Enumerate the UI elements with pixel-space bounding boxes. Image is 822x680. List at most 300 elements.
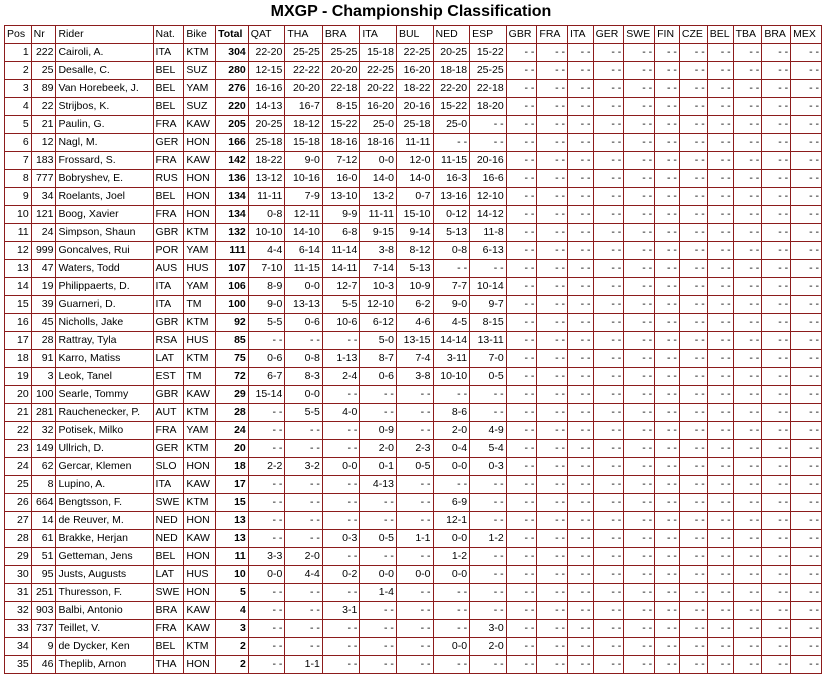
cell-gbr: - -	[506, 638, 537, 656]
table-body	[5, 44, 822, 674]
cell-tba: - -	[733, 548, 762, 566]
classification-table	[4, 25, 822, 674]
cell-gbr: - -	[506, 44, 537, 62]
cell-bra: 13-10	[322, 188, 360, 206]
cell-mex: - -	[791, 656, 822, 674]
cell-ned: 2-0	[433, 422, 470, 440]
cell-bul: 4-6	[396, 314, 433, 332]
cell-rider: Frossard, S.	[56, 152, 153, 170]
cell-bra-2: - -	[762, 584, 791, 602]
cell-fra: - -	[537, 134, 568, 152]
table-row	[5, 656, 822, 674]
cell-cze: - -	[679, 638, 707, 656]
cell-fin: - -	[655, 440, 680, 458]
cell-fra: - -	[537, 296, 568, 314]
cell-rider: Strijbos, K.	[56, 98, 153, 116]
cell-tba: - -	[733, 224, 762, 242]
cell-nationality: NED	[153, 512, 184, 530]
cell-total: 4	[216, 602, 249, 620]
cell-fra: - -	[537, 224, 568, 242]
cell-ita: 22-25	[360, 62, 397, 80]
cell-bike: KTM	[184, 44, 216, 62]
cell-pos: 16	[5, 314, 32, 332]
table-row	[5, 584, 822, 602]
cell-cze: - -	[679, 494, 707, 512]
cell-mex: - -	[791, 584, 822, 602]
cell-ger: - -	[593, 188, 624, 206]
cell-bra-2: - -	[762, 224, 791, 242]
cell-bel: - -	[707, 188, 733, 206]
cell-bul: - -	[396, 638, 433, 656]
cell-swe: - -	[624, 134, 655, 152]
cell-mex: - -	[791, 170, 822, 188]
cell-pos: 10	[5, 206, 32, 224]
table-row	[5, 260, 822, 278]
cell-fra: - -	[537, 242, 568, 260]
cell-bike: KAW	[184, 602, 216, 620]
cell-ger: - -	[593, 278, 624, 296]
cell-fra: - -	[537, 260, 568, 278]
cell-nationality: GBR	[153, 386, 184, 404]
cell-nr: 32	[31, 422, 56, 440]
cell-pos: 15	[5, 296, 32, 314]
cell-ned: 0-8	[433, 242, 470, 260]
cell-bra: - -	[322, 584, 360, 602]
cell-cze: - -	[679, 278, 707, 296]
cell-qat: - -	[248, 638, 285, 656]
cell-rider: Nagl, M.	[56, 134, 153, 152]
table-row	[5, 476, 822, 494]
cell-total: 134	[216, 188, 249, 206]
cell-bra: 14-11	[322, 260, 360, 278]
cell-esp: 0-5	[470, 368, 507, 386]
cell-fin: - -	[655, 620, 680, 638]
cell-qat: 5-5	[248, 314, 285, 332]
cell-cze: - -	[679, 242, 707, 260]
cell-ned: 10-10	[433, 368, 470, 386]
cell-qat: - -	[248, 512, 285, 530]
cell-tha: 6-14	[285, 242, 323, 260]
cell-ger: - -	[593, 512, 624, 530]
cell-ita: - -	[360, 404, 397, 422]
cell-bike: SUZ	[184, 62, 216, 80]
cell-bel: - -	[707, 386, 733, 404]
cell-bel: - -	[707, 260, 733, 278]
cell-tha: 16-7	[285, 98, 323, 116]
cell-tha: - -	[285, 512, 323, 530]
cell-fin: - -	[655, 476, 680, 494]
cell-swe: - -	[624, 44, 655, 62]
cell-ger: - -	[593, 260, 624, 278]
cell-ita-2: - -	[568, 188, 594, 206]
cell-bra-2: - -	[762, 332, 791, 350]
cell-pos: 17	[5, 332, 32, 350]
cell-qat: - -	[248, 494, 285, 512]
cell-cze: - -	[679, 368, 707, 386]
cell-bra-2: - -	[762, 134, 791, 152]
cell-bel: - -	[707, 278, 733, 296]
cell-swe: - -	[624, 386, 655, 404]
cell-esp: 16-6	[470, 170, 507, 188]
cell-nr: 14	[31, 512, 56, 530]
cell-ita-2: - -	[568, 404, 594, 422]
cell-nr: 22	[31, 98, 56, 116]
cell-mex: - -	[791, 242, 822, 260]
cell-tha: - -	[285, 638, 323, 656]
cell-bul: - -	[396, 512, 433, 530]
cell-gbr: - -	[506, 458, 537, 476]
cell-ita: 5-0	[360, 332, 397, 350]
cell-bra: 22-18	[322, 80, 360, 98]
cell-fra: - -	[537, 314, 568, 332]
cell-bel: - -	[707, 620, 733, 638]
cell-qat: - -	[248, 404, 285, 422]
cell-bul: 1-1	[396, 530, 433, 548]
cell-ger: - -	[593, 80, 624, 98]
cell-mex: - -	[791, 602, 822, 620]
cell-ger: - -	[593, 368, 624, 386]
cell-nationality: SWE	[153, 494, 184, 512]
cell-tha: 1-1	[285, 656, 323, 674]
cell-tba: - -	[733, 278, 762, 296]
cell-gbr: - -	[506, 116, 537, 134]
cell-nationality: SLO	[153, 458, 184, 476]
cell-esp: 3-0	[470, 620, 507, 638]
cell-fra: - -	[537, 638, 568, 656]
cell-fin: - -	[655, 152, 680, 170]
cell-bra: - -	[322, 512, 360, 530]
cell-bike: HON	[184, 206, 216, 224]
cell-mex: - -	[791, 98, 822, 116]
cell-bel: - -	[707, 134, 733, 152]
cell-total: 24	[216, 422, 249, 440]
cell-qat: - -	[248, 476, 285, 494]
cell-nationality: RUS	[153, 170, 184, 188]
cell-bul: 25-18	[396, 116, 433, 134]
cell-pos: 32	[5, 602, 32, 620]
cell-bra: 10-6	[322, 314, 360, 332]
cell-fin: - -	[655, 314, 680, 332]
cell-bul: - -	[396, 476, 433, 494]
cell-fra: - -	[537, 386, 568, 404]
cell-fra: - -	[537, 206, 568, 224]
cell-bra-2: - -	[762, 296, 791, 314]
cell-fra: - -	[537, 566, 568, 584]
cell-tha: - -	[285, 422, 323, 440]
cell-bel: - -	[707, 242, 733, 260]
cell-mex: - -	[791, 476, 822, 494]
cell-fra: - -	[537, 170, 568, 188]
cell-mex: - -	[791, 116, 822, 134]
cell-bul: - -	[396, 404, 433, 422]
cell-swe: - -	[624, 278, 655, 296]
cell-mex: - -	[791, 512, 822, 530]
cell-tha: 0-0	[285, 386, 323, 404]
cell-ned: 0-0	[433, 458, 470, 476]
cell-bike: HON	[184, 584, 216, 602]
cell-cze: - -	[679, 476, 707, 494]
cell-bike: KAW	[184, 152, 216, 170]
cell-bul: - -	[396, 620, 433, 638]
cell-rider: Potisek, Milko	[56, 422, 153, 440]
cell-bel: - -	[707, 80, 733, 98]
cell-bul: 5-13	[396, 260, 433, 278]
cell-nr: 61	[31, 530, 56, 548]
cell-ned: 0-4	[433, 440, 470, 458]
cell-bul: - -	[396, 656, 433, 674]
cell-bra: 11-14	[322, 242, 360, 260]
cell-fra: - -	[537, 116, 568, 134]
cell-nr: 34	[31, 188, 56, 206]
cell-tba: - -	[733, 638, 762, 656]
cell-bra-2: - -	[762, 242, 791, 260]
col-header-gbr: GBR	[506, 26, 537, 44]
cell-bra-2: - -	[762, 188, 791, 206]
cell-rider: Gercar, Klemen	[56, 458, 153, 476]
table-row	[5, 566, 822, 584]
cell-bra: 0-2	[322, 566, 360, 584]
cell-rider: Boog, Xavier	[56, 206, 153, 224]
cell-nationality: AUS	[153, 260, 184, 278]
cell-swe: - -	[624, 548, 655, 566]
col-header-rider: Rider	[56, 26, 153, 44]
cell-bel: - -	[707, 548, 733, 566]
cell-fin: - -	[655, 242, 680, 260]
cell-esp: 6-13	[470, 242, 507, 260]
cell-ita-2: - -	[568, 98, 594, 116]
cell-cze: - -	[679, 422, 707, 440]
cell-cze: - -	[679, 566, 707, 584]
cell-esp: 20-16	[470, 152, 507, 170]
cell-tba: - -	[733, 458, 762, 476]
cell-gbr: - -	[506, 350, 537, 368]
cell-bra: - -	[322, 332, 360, 350]
cell-ita-2: - -	[568, 44, 594, 62]
cell-bra: 20-20	[322, 62, 360, 80]
cell-tba: - -	[733, 494, 762, 512]
cell-rider: Nicholls, Jake	[56, 314, 153, 332]
cell-swe: - -	[624, 260, 655, 278]
cell-ita-2: - -	[568, 116, 594, 134]
cell-nr: 777	[31, 170, 56, 188]
table-row	[5, 296, 822, 314]
cell-bra: 16-0	[322, 170, 360, 188]
cell-bra-2: - -	[762, 620, 791, 638]
cell-tba: - -	[733, 386, 762, 404]
cell-total: 205	[216, 116, 249, 134]
cell-tba: - -	[733, 116, 762, 134]
cell-mex: - -	[791, 80, 822, 98]
cell-bike: KTM	[184, 314, 216, 332]
cell-nationality: GER	[153, 440, 184, 458]
cell-pos: 35	[5, 656, 32, 674]
cell-bra-2: - -	[762, 440, 791, 458]
cell-total: 134	[216, 206, 249, 224]
cell-gbr: - -	[506, 566, 537, 584]
cell-rider: Rattray, Tyla	[56, 332, 153, 350]
cell-bel: - -	[707, 206, 733, 224]
cell-bra-2: - -	[762, 602, 791, 620]
cell-tha: 0-8	[285, 350, 323, 368]
cell-nr: 95	[31, 566, 56, 584]
cell-nationality: FRA	[153, 206, 184, 224]
cell-bike: KTM	[184, 404, 216, 422]
cell-ita: 11-11	[360, 206, 397, 224]
cell-ita: 4-13	[360, 476, 397, 494]
cell-pos: 7	[5, 152, 32, 170]
cell-cze: - -	[679, 62, 707, 80]
cell-bra-2: - -	[762, 368, 791, 386]
table-row	[5, 530, 822, 548]
cell-ita-2: - -	[568, 296, 594, 314]
cell-nationality: BEL	[153, 80, 184, 98]
cell-bra-2: - -	[762, 62, 791, 80]
cell-mex: - -	[791, 260, 822, 278]
cell-ita-2: - -	[568, 62, 594, 80]
cell-ita-2: - -	[568, 566, 594, 584]
cell-bel: - -	[707, 98, 733, 116]
cell-bike: TM	[184, 368, 216, 386]
cell-bike: SUZ	[184, 98, 216, 116]
cell-ned: - -	[433, 602, 470, 620]
cell-bel: - -	[707, 422, 733, 440]
cell-tha: 18-12	[285, 116, 323, 134]
cell-bra: 0-0	[322, 458, 360, 476]
cell-ita: 3-8	[360, 242, 397, 260]
cell-nr: 45	[31, 314, 56, 332]
cell-rider: Getteman, Jens	[56, 548, 153, 566]
cell-ita-2: - -	[568, 152, 594, 170]
cell-bel: - -	[707, 602, 733, 620]
cell-tba: - -	[733, 170, 762, 188]
cell-ned: - -	[433, 134, 470, 152]
cell-gbr: - -	[506, 224, 537, 242]
cell-swe: - -	[624, 368, 655, 386]
cell-ned: 15-22	[433, 98, 470, 116]
cell-bra-2: - -	[762, 314, 791, 332]
cell-esp: - -	[470, 656, 507, 674]
cell-qat: 6-7	[248, 368, 285, 386]
cell-cze: - -	[679, 206, 707, 224]
cell-gbr: - -	[506, 170, 537, 188]
cell-fra: - -	[537, 620, 568, 638]
cell-nationality: BEL	[153, 638, 184, 656]
cell-total: 142	[216, 152, 249, 170]
cell-fra: - -	[537, 512, 568, 530]
cell-fra: - -	[537, 404, 568, 422]
cell-cze: - -	[679, 296, 707, 314]
cell-bul: 6-2	[396, 296, 433, 314]
cell-mex: - -	[791, 530, 822, 548]
col-header-qat: QAT	[248, 26, 285, 44]
cell-esp: - -	[470, 494, 507, 512]
cell-qat: - -	[248, 656, 285, 674]
cell-bra-2: - -	[762, 494, 791, 512]
cell-bul: 12-0	[396, 152, 433, 170]
cell-bel: - -	[707, 638, 733, 656]
cell-bra: - -	[322, 494, 360, 512]
cell-bul: 15-10	[396, 206, 433, 224]
cell-ita: - -	[360, 656, 397, 674]
cell-tba: - -	[733, 152, 762, 170]
cell-fra: - -	[537, 656, 568, 674]
cell-bul: 7-4	[396, 350, 433, 368]
cell-bra: - -	[322, 638, 360, 656]
cell-gbr: - -	[506, 260, 537, 278]
col-header-cze: CZE	[679, 26, 707, 44]
cell-rider: Simpson, Shaun	[56, 224, 153, 242]
table-row	[5, 512, 822, 530]
cell-fin: - -	[655, 368, 680, 386]
cell-nationality: AUT	[153, 404, 184, 422]
cell-esp: 10-14	[470, 278, 507, 296]
cell-ita-2: - -	[568, 584, 594, 602]
col-header-tha: THA	[285, 26, 323, 44]
cell-ita: - -	[360, 494, 397, 512]
cell-bra: - -	[322, 476, 360, 494]
cell-nr: 121	[31, 206, 56, 224]
cell-nr: 3	[31, 368, 56, 386]
cell-bul: 3-8	[396, 368, 433, 386]
table-row	[5, 638, 822, 656]
cell-total: 132	[216, 224, 249, 242]
cell-nr: 8	[31, 476, 56, 494]
cell-bra-2: - -	[762, 476, 791, 494]
cell-bul: 0-5	[396, 458, 433, 476]
cell-fin: - -	[655, 206, 680, 224]
cell-nr: 47	[31, 260, 56, 278]
cell-mex: - -	[791, 44, 822, 62]
cell-ita: - -	[360, 602, 397, 620]
cell-bul: 20-16	[396, 98, 433, 116]
cell-ita: - -	[360, 386, 397, 404]
col-header-tba: TBA	[733, 26, 762, 44]
cell-tha: 10-16	[285, 170, 323, 188]
table-row	[5, 224, 822, 242]
cell-bra-2: - -	[762, 512, 791, 530]
table-row	[5, 62, 822, 80]
cell-bra-2: - -	[762, 116, 791, 134]
cell-esp: 2-0	[470, 638, 507, 656]
cell-bra-2: - -	[762, 350, 791, 368]
cell-bel: - -	[707, 494, 733, 512]
cell-bra-2: - -	[762, 80, 791, 98]
cell-tha: 9-0	[285, 152, 323, 170]
cell-ned: 0-0	[433, 530, 470, 548]
cell-bra-2: - -	[762, 530, 791, 548]
cell-qat: 16-16	[248, 80, 285, 98]
cell-tba: - -	[733, 296, 762, 314]
cell-mex: - -	[791, 386, 822, 404]
cell-fin: - -	[655, 602, 680, 620]
cell-total: 3	[216, 620, 249, 638]
cell-rider: Balbi, Antonio	[56, 602, 153, 620]
cell-tba: - -	[733, 566, 762, 584]
cell-swe: - -	[624, 296, 655, 314]
cell-ita-2: - -	[568, 422, 594, 440]
cell-total: 304	[216, 44, 249, 62]
cell-total: 111	[216, 242, 249, 260]
cell-ger: - -	[593, 206, 624, 224]
col-header-ita: ITA	[360, 26, 397, 44]
cell-bra-2: - -	[762, 98, 791, 116]
cell-ita: 6-12	[360, 314, 397, 332]
cell-bra-2: - -	[762, 548, 791, 566]
cell-nr: 664	[31, 494, 56, 512]
cell-nationality: FRA	[153, 152, 184, 170]
cell-nr: 281	[31, 404, 56, 422]
cell-bul: 22-25	[396, 44, 433, 62]
